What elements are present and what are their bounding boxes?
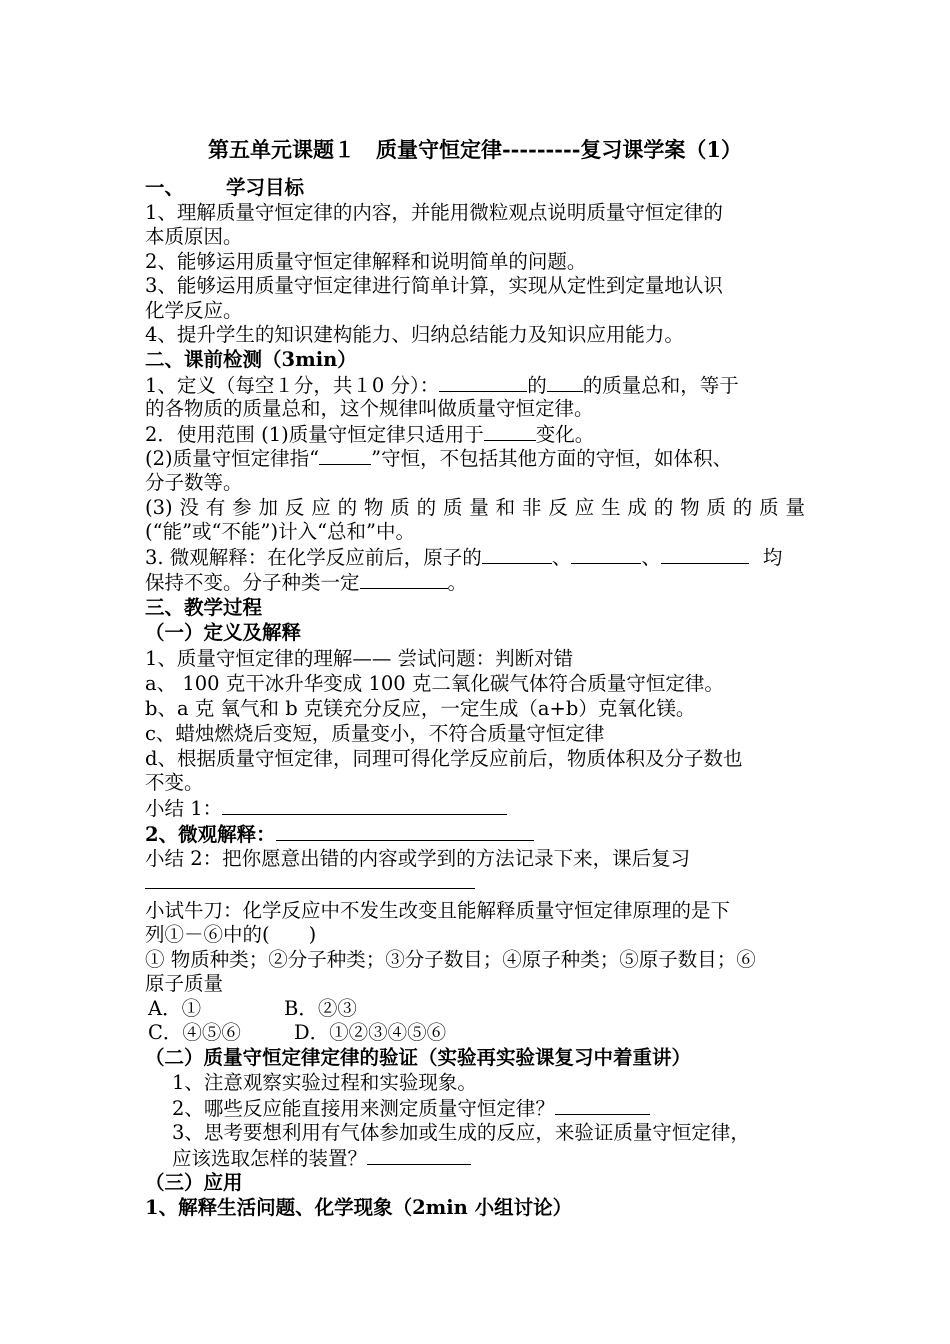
objective-2: 2、能够运用质量守恒定律解释和说明简单的问题。 — [145, 250, 587, 273]
blank-8[interactable] — [360, 570, 448, 589]
choice-row-2 — [148, 1021, 446, 1045]
summary-2-blank[interactable] — [145, 870, 475, 889]
objective-4: 4、提升学生的知识建构能力、归纳总结能力及知识应用能力。 — [145, 323, 684, 346]
understanding-prompt: 1、质量守恒定律的理解—— 尝试问题：判断对错 — [145, 647, 574, 670]
verification-2-blank[interactable] — [555, 1096, 650, 1115]
statement-d-line2: 不变。 — [145, 771, 204, 794]
verification-3-line1: 3、思考要想利用有气体参加或生成的反应，来验证质量守恒定律， — [172, 1121, 750, 1144]
statement-d-line1: d、根据质量守恒定律，同理可得化学反应前后，物质体积及分子数也 — [145, 747, 743, 770]
choice-b[interactable]: B．②③ — [284, 997, 357, 1020]
summary-1-blank[interactable] — [222, 796, 507, 815]
blank-5[interactable] — [482, 545, 552, 564]
choice-d[interactable]: D．①②③④⑤⑥ — [294, 1021, 447, 1044]
statement-b: b、a 克 氧气和 b 克镁充分反应，一定生成（a+b）克氧化镁。 — [145, 697, 696, 720]
section-3-heading: 三、教学过程 — [145, 596, 263, 619]
verification-3-blank[interactable] — [367, 1146, 471, 1165]
pretest-q2-line3: 分子数等。 — [145, 471, 243, 494]
objective-1-line1: 1、理解质量守恒定律的内容，并能用微粒观点说明质量守恒定律的 — [145, 201, 723, 224]
pretest-q2-line4: (3)没有参加反应的物质的质量和非反应生成的物质的质量 — [145, 496, 805, 519]
pretest-q1-line1: 1、定义（每空１分，共１0 分）： 的 的质量总和，等于 — [145, 374, 739, 397]
pretest-q2-line2: (2)质量守恒定律指“ ”守恒，不包括其他方面的守恒，如体积、 — [145, 447, 733, 470]
quiz-options-line2: 原子质量 — [145, 972, 224, 995]
page-title: 第五单元课题１ 质量守恒定律---------复习课学案（1） — [207, 137, 743, 162]
choice-a[interactable]: A．① — [148, 997, 202, 1020]
blank-6[interactable] — [571, 545, 641, 564]
blank-7[interactable] — [661, 545, 749, 564]
quiz-options-line1: ① 物质种类；②分子种类；③分子数目；④原子种类；⑤原子数目；⑥ — [145, 948, 756, 971]
verification-3-line2: 应该选取怎样的装置？ — [172, 1146, 471, 1171]
objective-3-line1: 3、能够运用质量守恒定律进行简单计算，实现从定性到定量地认识 — [145, 274, 723, 297]
blank-3[interactable] — [484, 422, 536, 441]
verification-2: 2、哪些反应能直接用来测定质量守恒定律？ — [172, 1096, 650, 1121]
subsection-3-heading: （三）应用 — [145, 1171, 243, 1194]
application-1: 1、解释生活问题、化学现象（2min 小组讨论） — [145, 1196, 573, 1219]
pretest-q2-line1: 2．使用范围 (1)质量守恒定律只适用于 变化。 — [145, 423, 595, 446]
summary-2: 小结 2：把你愿意出错的内容或学到的方法记录下来，课后复习 — [145, 847, 691, 870]
statement-c: c、蜡烛燃烧后变短，质量变小，不符合质量守恒定律 — [145, 722, 605, 745]
pretest-q3-line1: 3. 微观解释：在化学反应前后，原子的 、 、 均 — [145, 546, 783, 569]
blank-4[interactable] — [319, 446, 371, 465]
subsection-1-heading: （一）定义及解释 — [145, 621, 302, 644]
choice-row-1 — [148, 997, 357, 1021]
verification-1: 1、注意观察实验过程和实验现象。 — [172, 1071, 477, 1094]
pretest-q2-line5: (“能”或“不能”)计入“总和”中。 — [145, 520, 416, 543]
micro-explanation-blank[interactable] — [276, 822, 534, 841]
pretest-q3-line2: 保持不变。分子种类一定 。 — [145, 571, 468, 594]
statement-a: a、 100 克干冰升华变成 100 克二氧化碳气体符合质量守恒定律。 — [145, 672, 724, 695]
pretest-q1-line2: 的各物质的质量总和，这个规律叫做质量守恒定律。 — [145, 397, 594, 420]
section-1-number: 一、 — [145, 176, 185, 199]
micro-explanation: 2、微观解释： — [145, 822, 534, 847]
subsection-2-heading: （二）质量守恒定律定律的验证（实验再实验课复习中着重讲） — [145, 1046, 692, 1069]
quiz-question-line1: 小试牛刀：化学反应中不发生改变且能解释质量守恒定律原理的是下 — [145, 899, 731, 922]
quiz-question-line2: 列①－⑥中的( ) — [145, 923, 317, 946]
section-1-title: 学习目标 — [226, 176, 305, 199]
choice-c[interactable]: C．④⑤⑥ — [148, 1021, 241, 1044]
blank-2[interactable] — [547, 373, 583, 392]
summary-1: 小结 1： — [145, 796, 507, 821]
objective-3-line2: 化学反应。 — [145, 299, 243, 322]
objective-1-line2: 本质原因。 — [145, 225, 243, 248]
blank-1[interactable] — [439, 373, 527, 392]
section-1-heading — [145, 176, 304, 200]
summary-2-blank-line — [145, 870, 475, 895]
section-2-heading: 二、课前检测（3min） — [145, 348, 357, 371]
